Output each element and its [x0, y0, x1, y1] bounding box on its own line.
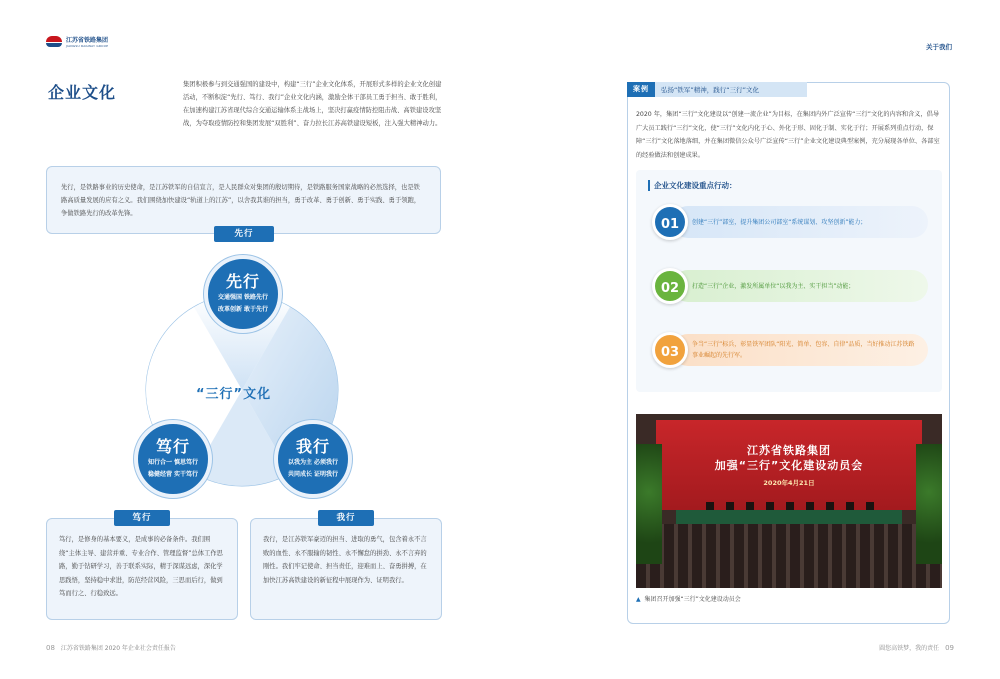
action-title: 企业文化建设重点行动： [648, 180, 737, 191]
photo-plant-right [916, 444, 942, 564]
circle-xian [204, 255, 282, 333]
photo-caption-text: 集团召开加强“三行”文化建设动员会 [644, 596, 741, 603]
case-header [627, 82, 807, 97]
wo-description-text: 我行，是江苏铁军豪迈的担当、进取的勇气，包含着永不言败的血性、永不服输的韧性、永不懈怠的拼劲、永不言弃的刚性。我们牢记使命、担当责任，迎难而上、奋勇拼搏，在加快江苏高铁建设的新征程中展现作为、证明我行。 [263, 536, 427, 584]
case-label: 案例 [627, 82, 655, 97]
footer-left [46, 643, 176, 652]
circle-du [134, 420, 212, 498]
photo-audience [636, 524, 942, 588]
xian-description-text: 先行，是铁路事业的历史使命，是江苏铁军的自信宣言，是人民群众对集团的殷切期待，是铁路服务国家战略的必然选择，也是铁路高质量发展的应有之义。我们围绕加快建设“轨道上的江苏”，以舍我其谁的担当，勇于改革、勇于创新、勇于实践、勇于领跑，争做铁路先行的改革先锋。 [61, 184, 421, 217]
du-description-text: 笃行，是修身的基本要义，是成事的必备条件。我们围绕“主体主导、建营并重、专业合作、管理监督”总体工作思路，勤于钻研学习，善于联系实际，精于深谋远虑，深化学思践悟，坚持稳中求进，防范经营风险，三思而后行，做到笃而行之、行稳致远。 [59, 536, 223, 597]
section-title: 企业文化 [48, 83, 117, 102]
circle-wo-line1: 以我为主 必须我行 [287, 459, 339, 466]
circle-du-line2: 稳健经营 实干笃行 [147, 471, 199, 478]
meeting-photo [636, 414, 942, 588]
logo-name-en: JIANGSU RAILWAY GROUP [66, 43, 109, 48]
logo-name-cn: 江苏省铁路集团 [66, 36, 109, 44]
circle-wo [274, 420, 352, 498]
page-number-right: 09 [945, 644, 954, 652]
circle-wo-title: 我行 [295, 437, 330, 456]
action-item-3 [672, 334, 928, 366]
wo-description-box [250, 518, 442, 620]
footer-right-text: 圆您高铁梦，我的责任 [879, 645, 940, 652]
footer-right [879, 643, 954, 652]
du-description-box [46, 518, 238, 620]
page-number-left: 08 [46, 644, 55, 652]
circle-xian-line1: 交通强国 铁路先行 [217, 294, 269, 301]
intro-paragraph: 集团积极参与到交通强国的建设中，构建“三行”企业文化体系，开展形式多样的企业文化创建活动，不断积淀“先行、笃行、我行”企业文化内涵，激励全体干部员工勇于担当、敢于胜利，在加速构建江苏省现代综合交通运输体系主战场上，坚决打赢疫情防控阻击战、高铁建设攻坚战，为夺取疫情防控和集团发展“双胜利”、奋力拉长江苏高铁建设短板，注入强大精神动力。 [183, 81, 442, 127]
circle-xian-title: 先行 [225, 272, 260, 291]
circle-xian-line2: 改革创新 敢于先行 [217, 306, 269, 313]
photo-banner-line1: 江苏省铁路集团 [747, 444, 831, 457]
action-number-1: 01 [652, 204, 688, 240]
action-item-3-text: 争当“三行”标兵，彰显铁军团队“阳光、简单、包容、自律”品质，当好推动江苏铁路事业崛起的先行军。 [692, 341, 915, 359]
about-us-link[interactable]: 关于我们 [926, 43, 952, 51]
company-logo [46, 36, 108, 48]
action-number-3: 03 [652, 332, 688, 368]
action-item-1-text: 创建“三行”部室，提升集团公司部室“系统谋划、攻坚创新”能力； [692, 218, 867, 226]
circle-du-title: 笃行 [155, 437, 190, 456]
action-item-2 [672, 270, 928, 302]
photo-plant-left [636, 444, 662, 564]
action-number-2: 02 [652, 268, 688, 304]
diagram-center-label: “三行”文化 [196, 387, 272, 402]
xian-description-box [46, 166, 441, 234]
wo-tag: 我行 [318, 510, 374, 526]
caption-triangle-icon: ▲ [636, 596, 641, 603]
photo-caption [636, 594, 741, 603]
logo-mark-icon [46, 36, 62, 48]
case-title: 弘扬“铁军”精神，践行“三行”文化 [661, 86, 759, 94]
xian-tag: 先行 [214, 226, 274, 242]
photo-podium-table [676, 510, 902, 524]
circle-du-line1: 知行合一 慎思笃行 [147, 459, 199, 466]
action-item-1 [672, 206, 928, 238]
circle-wo-line2: 共同成长 证明我行 [287, 471, 339, 478]
case-paragraph: 2020 年，集团“三行”文化建设以“创建一流企业”为目标，在集团内外广泛宣传“三行”文化的内容和含义，倡导广大员工践行“三行”文化，使“三行”文化内化于心、外化于形、固化于制、实化于行；开展系列重点行动，保障“三行”文化落地落细，并在集团微信公众号广泛宣传“三行”企业文化建设典型案例，充分展现各单位、各部室的经验做法和创建成果。 [636, 111, 940, 159]
photo-banner-line2: 加强“三行”文化建设动员会 [714, 459, 864, 472]
action-item-2-text: 打造“三行”企业，激发所属单位“以我为主、实干担当”动能； [692, 282, 855, 290]
footer-left-text: 江苏省铁路集团 2020 年企业社会责任报告 [60, 645, 176, 652]
du-tag: 笃行 [114, 510, 170, 526]
photo-banner-date: 2020年4月21日 [763, 479, 815, 487]
